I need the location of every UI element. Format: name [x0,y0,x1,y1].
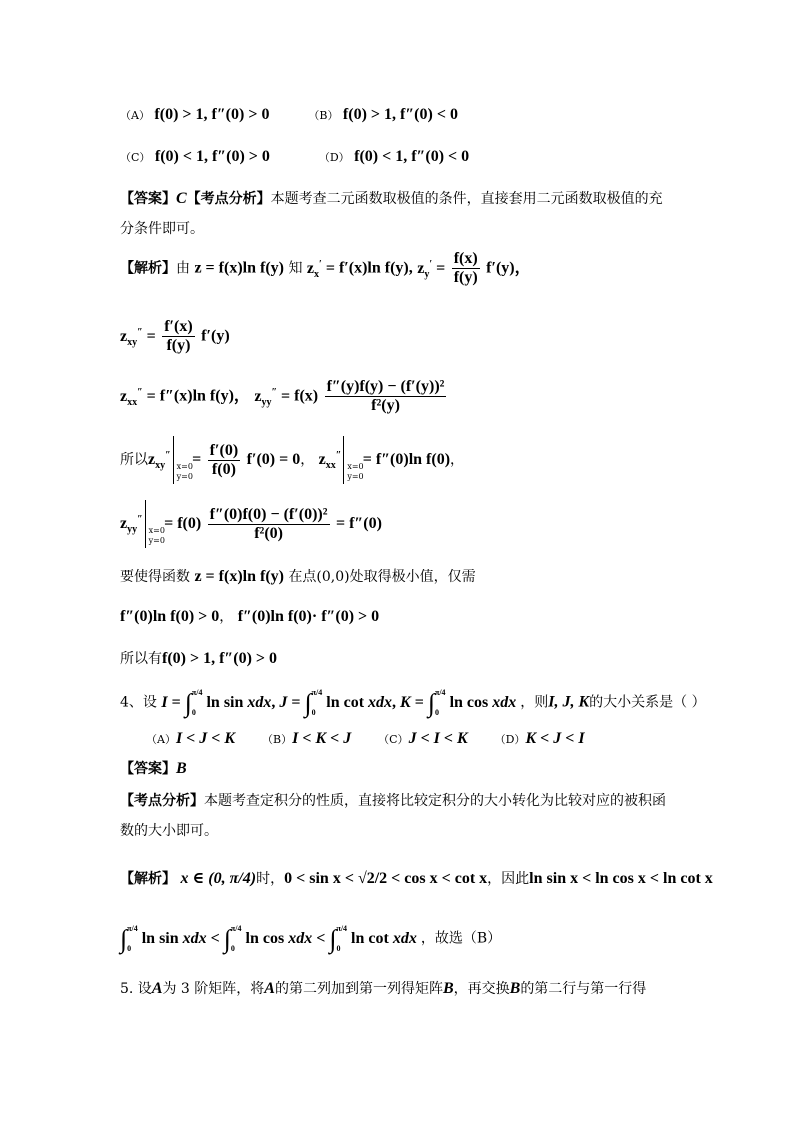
q4-number: 4、设 [120,694,157,711]
q4-answer: B [176,760,187,777]
q5-text-2: 为 3 阶矩阵，将 [162,981,265,997]
zx-label: $z_x'$ = [306,258,339,280]
zx-expr: f′(x)ln f(y), [338,259,413,277]
analysis-text-cont: 分条件即可。 [120,221,204,237]
zy-label: $z_y'$ = [417,258,446,280]
q4-opt-a: I < J < K [175,730,236,747]
condition-intro-line [120,566,476,586]
q4-opt-d-label: （D） [494,733,526,746]
answer-value: C [176,190,187,207]
q3-options-row-1 [120,106,458,124]
q4-opt-c: J < I < K [408,730,468,747]
q4-analysis-line-2 [120,820,218,840]
integral-i: I = ∫π/4 0 ln sin xdx, J = ∫π/4 0 ln cot xdx, K = ∫π/4 0 ln cos xdx [161,688,517,717]
need-text-1: 要使得函数 [120,569,190,585]
condition-1: f″(0)ln f(0) > 0 [120,608,220,625]
q3-options-row-2 [120,148,469,166]
q5-text-5: 的第二行与第一行得 [520,981,647,997]
q4-opt-d: K < J < I [525,730,585,747]
eval3-lead: f(0) [177,515,202,532]
evaluation-line-1: 所以$z_{xy}''$ x=0 y=0 = $\frac{f'(0)}{f(0)}$ f′(0) = 0， $z_{xx}''$ x=0 y=0 = f″(0)ln f(0)， [120,436,464,484]
q4-ln-chain: ln sin x < ln cos x < ln cot x [529,870,713,887]
q4-analysis-text-cont: 数的大小即可。 [120,823,218,839]
z-definition: z = f(x)ln f(y) [194,259,284,277]
zxy-tail: f′(y) [201,327,230,345]
eval3-fraction: $\frac{\text{f″(0)f(0) − (f′(0))²}}{\text{f²(0)}}$ [209,505,328,542]
q4-answer-line [120,758,187,778]
q4-when: 时， [256,871,285,887]
solution-lead: 由 [176,260,190,277]
q4-integral-chain-line [120,924,501,954]
q4-analysis-text: 本题考查定积分的性质，直接将比较定积分的大小转化为比较对应的被积函 [204,793,666,809]
q4-therefore: ，因此 [487,871,530,887]
eval1-fraction: $\frac{f'(0)}{f(0)}$ [209,441,239,478]
q4-after-text: ，则 [520,694,549,711]
q4-opt-b-label: （B） [262,733,293,746]
zy-fraction: $\frac{f(x)}{f(y)}$ [453,250,478,286]
know-text: 知 [288,260,303,277]
q4-options-line [146,730,585,748]
zxy-label: $z_{xy}''$ = [120,326,156,348]
q3-answer-line [120,188,663,208]
zxy-fraction: $\frac{f'(x)}{f(y)}$ [164,318,193,354]
q4-chain-tail: ，故选（B） [420,930,502,947]
conclusion-expr: f(0) > 1, f″(0) > 0 [162,650,278,667]
q4-ijk: I, J, K [548,693,590,711]
matrix-a-1: A [151,980,163,997]
option-c-label: （C） [120,151,151,164]
solution-tag: 【解析】 [120,260,176,277]
q4-opt-b: I < K < J [292,730,352,747]
q4-question-line [120,688,706,718]
q4-opt-a-label: （A） [146,733,176,746]
matrix-a-2: A [264,980,275,997]
q4-integral-chain: ∫π/4 0 ln sin xdx < ∫π/4 0 ln cos xdx < ∫π/4 0 ln cot xdx [120,924,417,953]
conclusion-text: 所以有 [120,651,162,667]
q4-solution-tag: 【解析】 [120,871,176,887]
zxy-line [120,318,230,355]
matrix-b-2: B [509,980,521,997]
eval3-tail: = f″(0) [335,515,382,532]
q5-text-1: 5. 设 [120,981,152,997]
q4-opt-c-label: （C） [378,733,409,746]
zyy-label: $z_{yy}''$ = [254,386,295,408]
evaluation-line-2: $z_{yy}''$ x=0 y=0 = f(0) $\frac{\text{f″(0)f(0) − (f′(0))²}}{\text{f²(0)}}$ = f″(0) [120,500,382,548]
matrix-b-1: B [442,980,454,997]
option-d-expr: f(0) < 1, f″(0) < 0 [354,148,470,165]
conclusion-line [120,648,277,668]
answer-tag: 【答案】 [120,191,176,207]
q3-analysis-line-2 [120,218,204,238]
option-b-label: （B） [308,109,339,122]
option-a-expr: f(0) > 1, f″(0) > 0 [154,106,270,123]
eval2-expr: f″(0)ln f(0) [375,451,451,468]
eval1-tail: f′(0) = 0 [246,451,301,468]
q5-text-3: 的第二列加到第一列得矩阵 [274,981,443,997]
option-d-label: （D） [318,151,350,164]
condition-2: f″(0)ln f(0)· f″(0) > 0 [237,608,380,625]
q4-question-tail: 的大小关系是（ ） [589,694,706,711]
q5-line [120,978,646,998]
q4-interval: x ∈ (0, π/4) [180,870,257,887]
zxx-expr: f″(x)ln f(y)， [159,387,250,405]
zxx-zyy-line [120,378,448,415]
zyy-fraction: $\frac{\text{f″(y)f(y) − (f′(y))²}}{\text{f²(y)}}$ [326,378,445,414]
analysis-text: 本题考查二元函数取极值的条件，直接套用二元函数取极值的充 [270,191,663,207]
option-b-expr: f(0) > 1, f″(0) < 0 [342,106,458,123]
need-expr: z = f(x)ln f(y) [194,568,284,585]
analysis-tag: 【考点分析】 [186,191,271,207]
q3-solution-line-1 [120,250,531,287]
zy-tail: f′(y)， [486,259,531,277]
q4-inequality: 0 < sin x < √2/2 < cos x < cot x [284,870,488,887]
condition-line: f″(0)ln f(0) > 0， f″(0)ln f(0)· f″(0) > 0 [120,608,380,625]
q5-text-4: ，再交换 [453,981,510,997]
option-a-label: （A） [120,109,150,122]
so-text: 所以 [120,452,148,468]
option-c-expr: f(0) < 1, f″(0) > 0 [154,148,270,165]
q4-solution-line [120,868,713,888]
q4-analysis-line-1 [120,790,666,810]
q4-analysis-tag: 【考点分析】 [120,793,204,809]
zyy-lead: f(x) [294,387,319,405]
zxx-label: $z_{xx}''$ = [120,386,160,408]
q4-answer-tag: 【答案】 [120,761,176,777]
need-text-2: 在点(0,0)处取得极小值，仅需 [288,569,476,585]
